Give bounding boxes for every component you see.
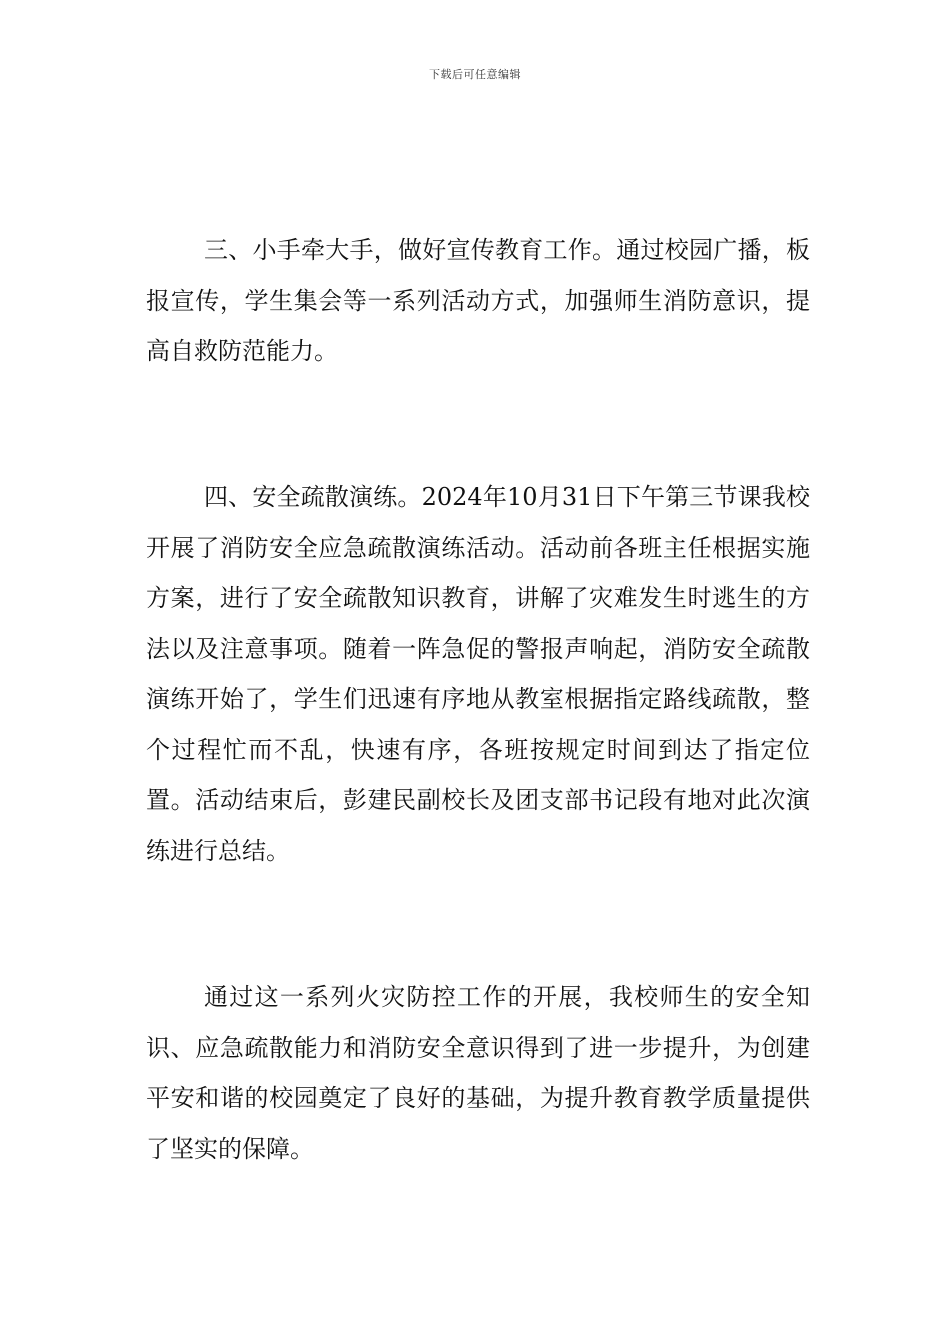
paragraph-conclusion: 通过这一系列火灾防控工作的开展，我校师生的安全知识、应急疏散能力和消防安全意识得到了进一步提升，为创建平安和谐的校园奠定了良好的基础，为提升教育教学质量提供了坚实的保障。 xyxy=(146,983,810,1163)
paragraph-evacuation-drill: 四、安全疏散演练。2024年10月31日下午第三节课我校开展了消防安全应急疏散演练活动。活动前各班主任根据实施方案，进行了安全疏散知识教育，讲解了灾难发生时逃生的方法以及注意事项。随着一阵急促的警报声响起，消防安全疏散演练开始了，学生们迅速有序地从教室根据指定路线疏散，整个过程忙而不乱，快速有序，各班按规定时间到达了指定位置。活动结束后，彭建民副校长及团支部书记段有地对此次演练进行总结。 xyxy=(146,483,810,865)
page-header: 下载后可任意编辑 xyxy=(429,68,521,81)
paragraph-publicity-education: 三、小手牵大手，做好宣传教育工作。通过校园广播，板报宣传，学生集会等一系列活动方式，加强师生消防意识，提高自救防范能力。 xyxy=(146,236,810,365)
